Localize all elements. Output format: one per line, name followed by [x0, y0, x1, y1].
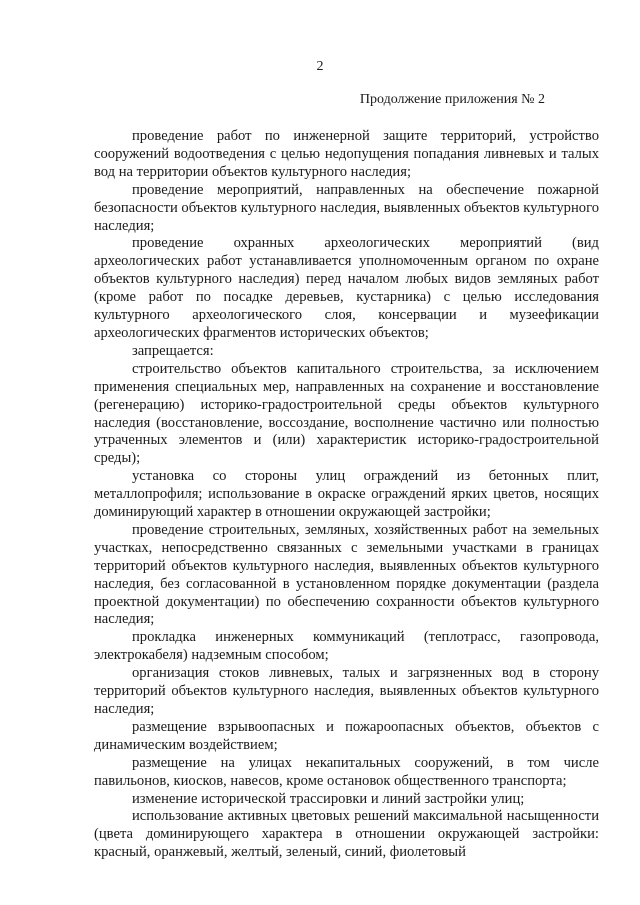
document-body — [94, 128, 599, 862]
paragraph-fences: установка со стороны улиц ограждений из бетонных плит, металлопрофиля; использование в окраске ограждений ярких цветов, носящих доминирующий характер в отношении окружающей застройки; — [94, 468, 599, 521]
page-number: 2 — [316, 59, 324, 74]
appendix-continuation-header: Продолжение приложения № 2 — [359, 92, 545, 107]
paragraph-engineering-protection: проведение работ по инженерной защите территорий, устройство сооружений водоотведения с целью недопущения попадания ливневых и талых вод на территории объектов культурного наследия; — [94, 128, 599, 180]
paragraph-temporary-structures: размещение на улицах некапитальных сооружений, в том числе павильонов, киосков, навесов, кроме остановок общественного транспорта; — [94, 754, 599, 789]
paragraph-drainage: организация стоков ливневых, талых и загрязненных вод в сторону территорий объектов культурного наследия, выявленных объектов культурного наследия; — [94, 665, 599, 717]
paragraph-color-solutions: использование активных цветовых решений максимальной насыщенности (цвета доминирующего характера в отношении окружающей застройки: красный, оранжевый, желтый, зеленый, синий, фиолетовый — [94, 808, 599, 861]
paragraph-archaeological-measures: проведение охранных археологических мероприятий (вид археологических работ устанавливается уполномоченным органом по охране объектов культурного наследия) перед началом любых видов земляных работ (кроме работ по посадке деревьев, кустарника) с целью исследования культурного археологического слоя, консервации и музеефикации археологических фрагментов исторических объектов; — [94, 235, 599, 341]
paragraph-hazardous-objects: размещение взрывоопасных и пожароопасных объектов, объектов с динамическим воздействием; — [94, 718, 599, 753]
paragraph-fire-safety: проведение мероприятий, направленных на обеспечение пожарной безопасности объектов культурного наследия, выявленных объектов культурного наследия; — [94, 181, 599, 234]
paragraph-construction-works: проведение строительных, земляных, хозяйственных работ на земельных участках, непосредственно связанных с земельными участками в границах территорий объектов культурного наследия, выявленных объектов культурного наследия, без согласованной в установленном порядке документации (раздела проектной документации) по обеспечению сохранности объектов культурного наследия; — [94, 521, 599, 628]
paragraph-capital-construction: строительство объектов капитального строительства, за исключением применения специальных мер, направленных на сохранение и восстановление (регенерацию) историко-градостроительной среды объектов культурного наследия (восстановление, воссоздание, восполнение частично или полностью утраченных элементов и (или) характеристик историко-градостроительной среды); — [94, 360, 599, 467]
paragraph-prohibited-heading: запрещается: — [132, 342, 214, 359]
paragraph-utility-lines: прокладка инженерных коммуникаций (теплотрасс, газопровода, электрокабеля) надземным способом; — [94, 629, 599, 664]
paragraph-street-layout: изменение исторической трассировки и линий застройки улиц; — [132, 790, 525, 807]
